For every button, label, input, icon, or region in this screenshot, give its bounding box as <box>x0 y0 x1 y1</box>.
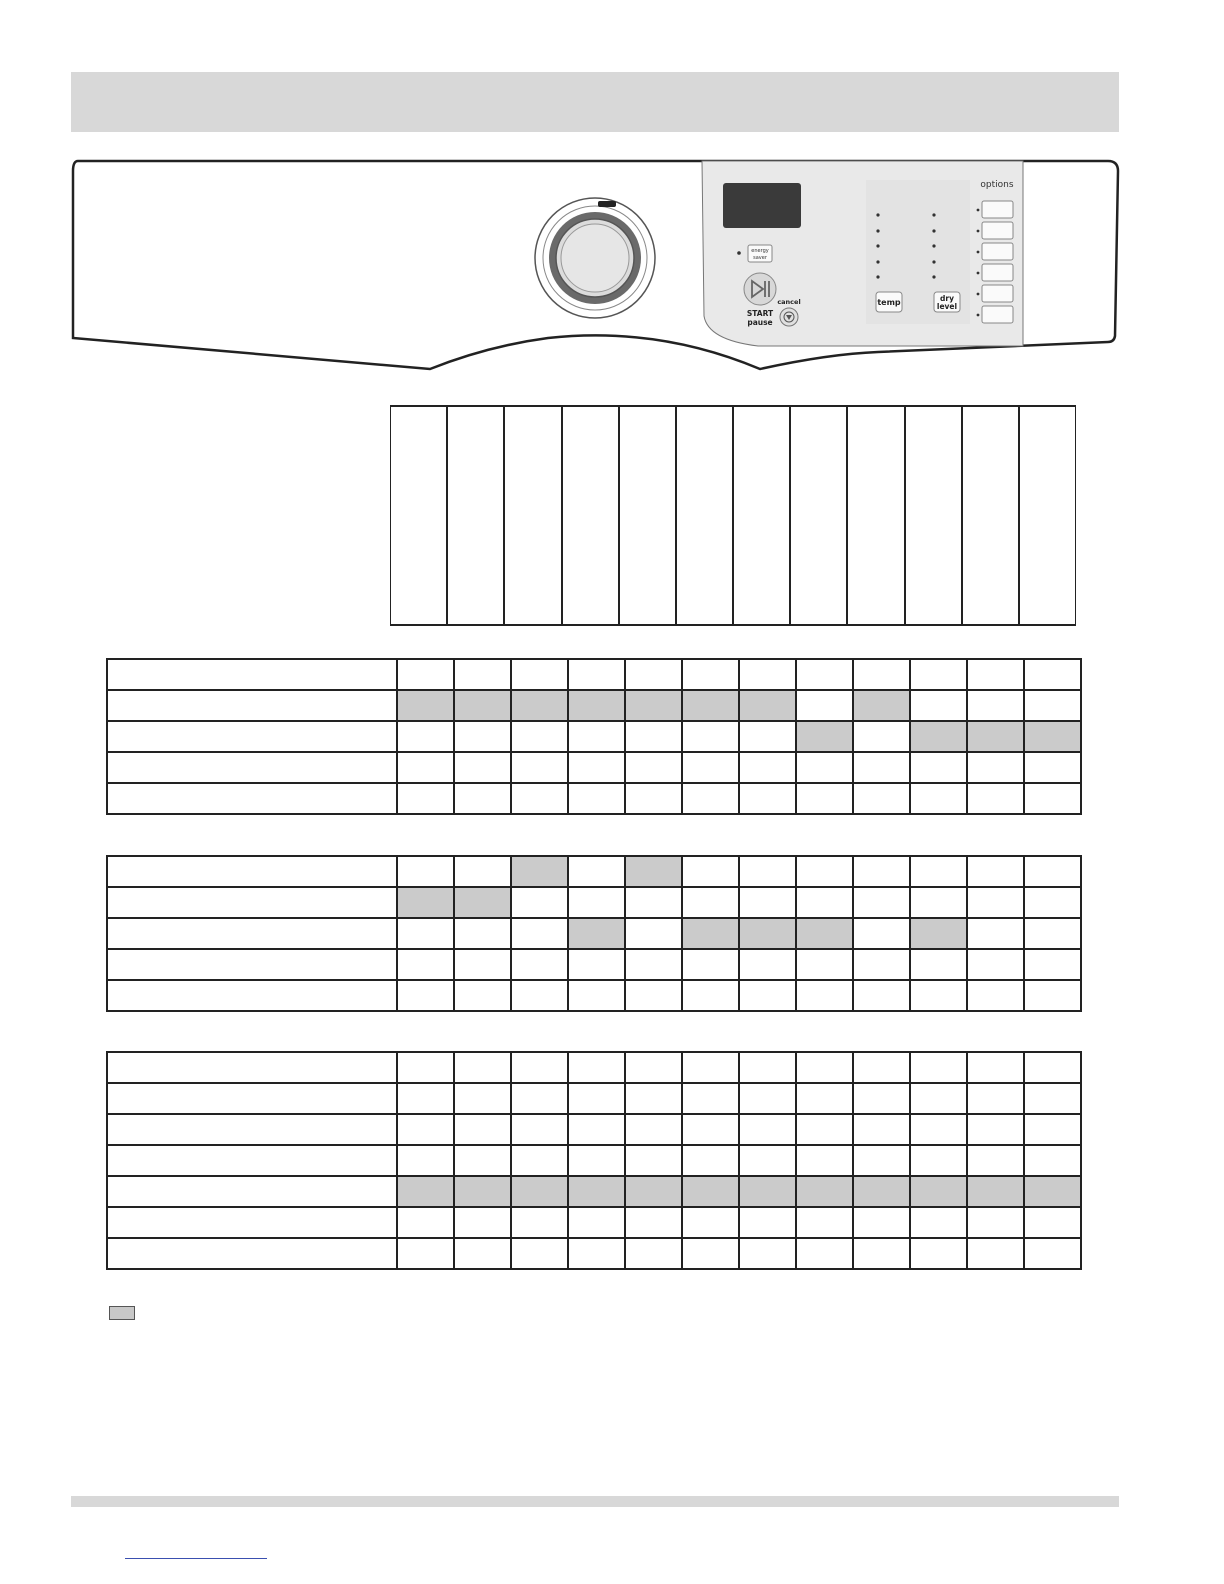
table-cell <box>1024 1114 1081 1145</box>
column-header <box>676 405 733 626</box>
available-cell <box>511 856 568 887</box>
table-cell <box>397 721 454 752</box>
table-cell <box>1024 980 1081 1011</box>
row-label <box>107 1207 397 1238</box>
table-cell <box>568 856 625 887</box>
table-cell <box>511 1083 568 1114</box>
table-row <box>107 918 1081 949</box>
table-cell <box>739 856 796 887</box>
column-header <box>905 405 962 626</box>
table-row <box>107 690 1081 721</box>
table-row <box>107 659 1081 690</box>
table-cell <box>796 1052 853 1083</box>
table-cell <box>682 1052 739 1083</box>
column-header <box>562 405 619 626</box>
column-header <box>733 405 790 626</box>
table-cell <box>853 1114 910 1145</box>
table-row <box>107 1083 1081 1114</box>
row-label <box>107 659 397 690</box>
table-cell <box>568 1207 625 1238</box>
cycle-column-header-grid <box>390 405 1076 626</box>
table-cell <box>1024 918 1081 949</box>
table-cell <box>625 1083 682 1114</box>
start-label: START <box>746 309 774 318</box>
table-cell <box>397 1083 454 1114</box>
table-cell <box>454 659 511 690</box>
energy-saver-indicator <box>737 251 741 255</box>
header-band <box>71 72 1119 132</box>
cycle-settings-table-1 <box>106 658 1082 815</box>
table-cell <box>568 1083 625 1114</box>
table-cell <box>397 918 454 949</box>
table-cell <box>454 1238 511 1269</box>
table-cell <box>568 752 625 783</box>
row-label <box>107 887 397 918</box>
available-cell <box>967 721 1024 752</box>
table-row <box>107 887 1081 918</box>
table-cell <box>910 1238 967 1269</box>
control-panel-illustration <box>68 156 1122 376</box>
row-label <box>107 721 397 752</box>
row-label <box>107 690 397 721</box>
table-cell <box>397 1145 454 1176</box>
table-cell <box>625 1207 682 1238</box>
table-cell <box>967 659 1024 690</box>
table-cell <box>454 856 511 887</box>
table-cell <box>625 949 682 980</box>
available-cell <box>1024 721 1081 752</box>
table-cell <box>796 887 853 918</box>
table-cell <box>910 752 967 783</box>
table-cell <box>739 1083 796 1114</box>
table-cell <box>910 659 967 690</box>
options-label: options <box>980 180 1014 190</box>
table-cell <box>682 1238 739 1269</box>
table-cell <box>967 980 1024 1011</box>
table-cell <box>568 980 625 1011</box>
table-cell <box>397 1114 454 1145</box>
table-cell <box>454 949 511 980</box>
table-cell <box>397 1238 454 1269</box>
table-cell <box>967 1238 1024 1269</box>
available-cell <box>454 690 511 721</box>
table-cell <box>454 918 511 949</box>
table-row <box>107 1114 1081 1145</box>
table-cell <box>454 980 511 1011</box>
cycle-selector-dial[interactable] <box>535 198 655 318</box>
table-cell <box>568 721 625 752</box>
table-cell <box>796 1145 853 1176</box>
column-header <box>619 405 676 626</box>
footer-band <box>71 1496 1119 1507</box>
table-cell <box>910 1207 967 1238</box>
table-cell <box>1024 783 1081 814</box>
table-cell <box>454 1145 511 1176</box>
table-cell <box>511 949 568 980</box>
table-cell <box>625 1052 682 1083</box>
table-cell <box>967 887 1024 918</box>
table-cell <box>682 1114 739 1145</box>
table-row <box>107 1238 1081 1269</box>
table-cell <box>910 1114 967 1145</box>
table-cell <box>853 887 910 918</box>
table-cell <box>1024 690 1081 721</box>
table-cell <box>397 783 454 814</box>
table-cell <box>967 690 1024 721</box>
available-cell <box>568 1176 625 1207</box>
table-cell <box>625 1114 682 1145</box>
table-cell <box>853 783 910 814</box>
table-cell <box>511 659 568 690</box>
pause-label: pause <box>747 318 773 327</box>
table-cell <box>625 918 682 949</box>
table-cell <box>511 1238 568 1269</box>
table-cell <box>511 980 568 1011</box>
table-cell <box>910 949 967 980</box>
table-cell <box>568 783 625 814</box>
table-cell <box>967 1145 1024 1176</box>
table-cell <box>910 1145 967 1176</box>
table-cell <box>967 752 1024 783</box>
table-cell <box>910 887 967 918</box>
table-cell <box>1024 856 1081 887</box>
available-cell <box>853 690 910 721</box>
table-cell <box>454 1207 511 1238</box>
table-cell <box>967 1083 1024 1114</box>
table-cell <box>511 721 568 752</box>
start-pause-button[interactable] <box>744 273 776 305</box>
table-cell <box>625 980 682 1011</box>
cycle-settings-table-3 <box>106 1051 1082 1270</box>
available-cell <box>454 887 511 918</box>
column-header <box>962 405 1019 626</box>
time-display <box>723 183 801 228</box>
cancel-label: cancel <box>777 298 801 306</box>
available-cell <box>454 1176 511 1207</box>
available-cell <box>739 918 796 949</box>
table-cell <box>454 783 511 814</box>
table-cell <box>739 721 796 752</box>
table-cell <box>739 752 796 783</box>
available-cell <box>625 1176 682 1207</box>
table-cell <box>796 752 853 783</box>
table-cell <box>625 752 682 783</box>
table-cell <box>397 856 454 887</box>
table-cell <box>796 1238 853 1269</box>
table-cell <box>511 887 568 918</box>
table-cell <box>1024 752 1081 783</box>
table-cell <box>910 1052 967 1083</box>
table-cell <box>625 1238 682 1269</box>
table-cell <box>682 887 739 918</box>
table-cell <box>853 752 910 783</box>
dry-level-label-1: dry <box>940 294 954 303</box>
table-cell <box>796 783 853 814</box>
table-cell <box>796 690 853 721</box>
available-cell <box>397 1176 454 1207</box>
available-cell <box>739 690 796 721</box>
table-row <box>107 783 1081 814</box>
table-cell <box>682 1207 739 1238</box>
table-cell <box>682 752 739 783</box>
table-cell <box>511 1052 568 1083</box>
table-cell <box>568 1114 625 1145</box>
table-cell <box>511 1145 568 1176</box>
dry-level-label-2: level <box>936 302 958 311</box>
table-cell <box>967 856 1024 887</box>
table-cell <box>796 1207 853 1238</box>
available-cell <box>796 721 853 752</box>
table-cell <box>682 1083 739 1114</box>
table-cell <box>511 918 568 949</box>
table-cell <box>454 752 511 783</box>
table-row <box>107 1052 1081 1083</box>
table-cell <box>682 721 739 752</box>
table-cell <box>454 1083 511 1114</box>
table-cell <box>511 1207 568 1238</box>
table-cell <box>739 1052 796 1083</box>
footer-link-underline[interactable] <box>125 1558 267 1559</box>
row-label <box>107 1114 397 1145</box>
table-cell <box>853 1238 910 1269</box>
row-label <box>107 1176 397 1207</box>
table-cell <box>682 980 739 1011</box>
table-cell <box>454 721 511 752</box>
table-row <box>107 1145 1081 1176</box>
available-cell <box>568 918 625 949</box>
column-header <box>847 405 904 626</box>
table-cell <box>967 783 1024 814</box>
table-cell <box>625 887 682 918</box>
table-cell <box>511 752 568 783</box>
available-cell <box>682 918 739 949</box>
table-cell <box>1024 1238 1081 1269</box>
table-cell <box>1024 1052 1081 1083</box>
table-cell <box>796 980 853 1011</box>
row-label <box>107 783 397 814</box>
available-cell <box>910 721 967 752</box>
column-header <box>447 405 504 626</box>
table-cell <box>910 783 967 814</box>
table-cell <box>397 980 454 1011</box>
table-cell <box>625 783 682 814</box>
table-cell <box>853 721 910 752</box>
table-cell <box>910 856 967 887</box>
table-cell <box>853 1207 910 1238</box>
table-cell <box>682 856 739 887</box>
table-cell <box>568 949 625 980</box>
table-row <box>107 1207 1081 1238</box>
table-cell <box>397 752 454 783</box>
available-cell <box>625 690 682 721</box>
table-cell <box>853 918 910 949</box>
table-cell <box>853 856 910 887</box>
table-cell <box>739 980 796 1011</box>
table-row <box>107 980 1081 1011</box>
table-cell <box>511 1114 568 1145</box>
table-row <box>107 949 1081 980</box>
row-label <box>107 1145 397 1176</box>
table-cell <box>397 659 454 690</box>
table-cell <box>511 783 568 814</box>
table-cell <box>853 659 910 690</box>
available-cell <box>682 690 739 721</box>
table-cell <box>397 1207 454 1238</box>
table-cell <box>1024 887 1081 918</box>
table-cell <box>682 1145 739 1176</box>
energy-saver-label-1: energy <box>751 248 769 254</box>
table-cell <box>568 1238 625 1269</box>
available-cell <box>739 1176 796 1207</box>
available-cell <box>511 1176 568 1207</box>
table-row <box>107 752 1081 783</box>
table-row <box>107 721 1081 752</box>
table-cell <box>397 949 454 980</box>
row-label <box>107 1238 397 1269</box>
table-cell <box>1024 949 1081 980</box>
available-cell <box>910 918 967 949</box>
row-label <box>107 949 397 980</box>
available-cell <box>511 690 568 721</box>
table-cell <box>796 949 853 980</box>
row-label <box>107 752 397 783</box>
table-cell <box>568 887 625 918</box>
table-cell <box>1024 1145 1081 1176</box>
table-cell <box>853 1052 910 1083</box>
available-cell <box>397 690 454 721</box>
row-label <box>107 1052 397 1083</box>
available-cell <box>853 1176 910 1207</box>
available-cell <box>568 690 625 721</box>
table-cell <box>625 659 682 690</box>
available-cell <box>910 1176 967 1207</box>
row-label <box>107 856 397 887</box>
table-cell <box>796 1114 853 1145</box>
table-cell <box>682 783 739 814</box>
available-cell <box>397 887 454 918</box>
table-cell <box>1024 659 1081 690</box>
table-cell <box>397 1052 454 1083</box>
table-cell <box>625 721 682 752</box>
table-cell <box>739 783 796 814</box>
table-cell <box>739 887 796 918</box>
table-cell <box>682 949 739 980</box>
table-cell <box>853 980 910 1011</box>
table-cell <box>454 1114 511 1145</box>
available-cell <box>1024 1176 1081 1207</box>
column-header <box>1019 405 1076 626</box>
table-cell <box>568 1052 625 1083</box>
table-cell <box>967 1052 1024 1083</box>
table-cell <box>967 1114 1024 1145</box>
table-cell <box>967 918 1024 949</box>
cycle-settings-table-2 <box>106 855 1082 1012</box>
table-cell <box>1024 1207 1081 1238</box>
table-cell <box>853 1083 910 1114</box>
table-cell <box>967 949 1024 980</box>
table-cell <box>796 659 853 690</box>
energy-saver-label-2: saver <box>753 255 767 261</box>
table-cell <box>739 949 796 980</box>
table-cell <box>625 1145 682 1176</box>
column-header <box>504 405 561 626</box>
temp-label: temp <box>877 298 901 307</box>
table-cell <box>910 980 967 1011</box>
available-cell <box>625 856 682 887</box>
table-cell <box>739 659 796 690</box>
table-cell <box>853 1145 910 1176</box>
table-cell <box>454 1052 511 1083</box>
table-cell <box>568 1145 625 1176</box>
row-label <box>107 980 397 1011</box>
table-row <box>107 1176 1081 1207</box>
table-row <box>107 856 1081 887</box>
table-cell <box>796 856 853 887</box>
table-cell <box>739 1114 796 1145</box>
table-cell <box>910 690 967 721</box>
table-cell <box>1024 1083 1081 1114</box>
table-cell <box>682 659 739 690</box>
table-cell <box>568 659 625 690</box>
row-label <box>107 918 397 949</box>
available-cell <box>796 1176 853 1207</box>
table-cell <box>910 1083 967 1114</box>
table-cell <box>796 1083 853 1114</box>
row-label <box>107 1083 397 1114</box>
available-cell <box>682 1176 739 1207</box>
table-cell <box>739 1145 796 1176</box>
legend-swatch <box>109 1306 135 1320</box>
table-cell <box>967 1207 1024 1238</box>
table-cell <box>739 1238 796 1269</box>
legend <box>109 1306 135 1320</box>
table-cell <box>739 1207 796 1238</box>
table-cell <box>853 949 910 980</box>
available-cell <box>967 1176 1024 1207</box>
column-header <box>390 405 447 626</box>
cancel-button[interactable] <box>780 308 798 326</box>
column-header <box>790 405 847 626</box>
available-cell <box>796 918 853 949</box>
